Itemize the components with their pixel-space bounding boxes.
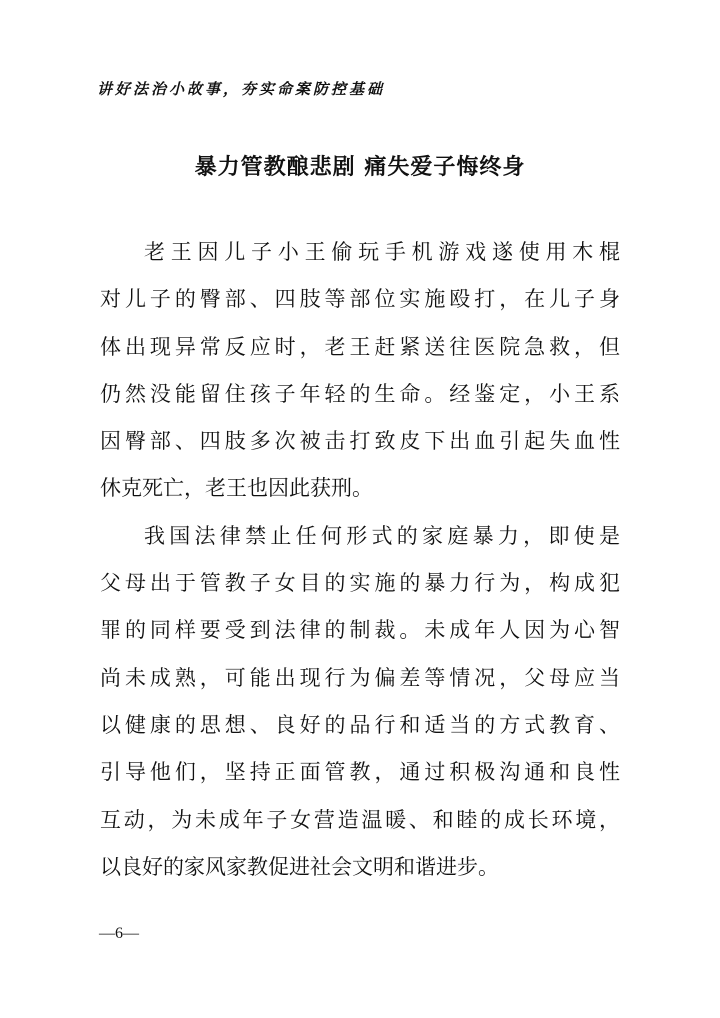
text-line: 以良好的家风家教促进社会文明和谐进步。 [100, 854, 499, 879]
article-title: 暴力管教酿悲剧 痛失爱子悔终身 [194, 154, 526, 180]
text-line: 休克死亡，老王也因此获刑。 [100, 476, 373, 501]
paragraph-1 [100, 229, 620, 513]
article-body [100, 229, 620, 891]
page-number: —6— [99, 925, 139, 942]
text-line: 罪的同样要受到法律的制裁。未成年人因为心智 [100, 618, 620, 643]
text-line: 互动，为未成年子女营造温暖、和睦的成长环境， [100, 807, 620, 832]
text-line: 尚未成熟，可能出现行为偏差等情况，父母应当 [100, 665, 620, 690]
paragraph-2 [100, 513, 620, 891]
text-line: 老王因儿子小王偷玩手机游戏遂使用木棍 [144, 240, 620, 264]
text-line: 引导他们，坚持正面管教，通过积极沟通和良性 [100, 760, 620, 785]
running-header: 讲好法治小故事，夯实命案防控基础 [97, 80, 386, 98]
text-line: 父母出于管教子女目的实施的暴力行为，构成犯 [100, 571, 620, 596]
text-line: 对儿子的臀部、四肢等部位实施殴打，在儿子身 [100, 287, 620, 312]
text-line: 仍然没能留住孩子年轻的生命。经鉴定，小王系 [100, 381, 620, 406]
text-line: 我国法律禁止任何形式的家庭暴力，即使是 [144, 523, 620, 548]
text-line: 以健康的思想、良好的品行和适当的方式教育、 [100, 712, 620, 737]
text-line: 因臀部、四肢多次被击打致皮下出血引起失血性 [100, 429, 620, 454]
text-line: 体出现异常反应时，老王赶紧送往医院急救，但 [100, 334, 620, 359]
